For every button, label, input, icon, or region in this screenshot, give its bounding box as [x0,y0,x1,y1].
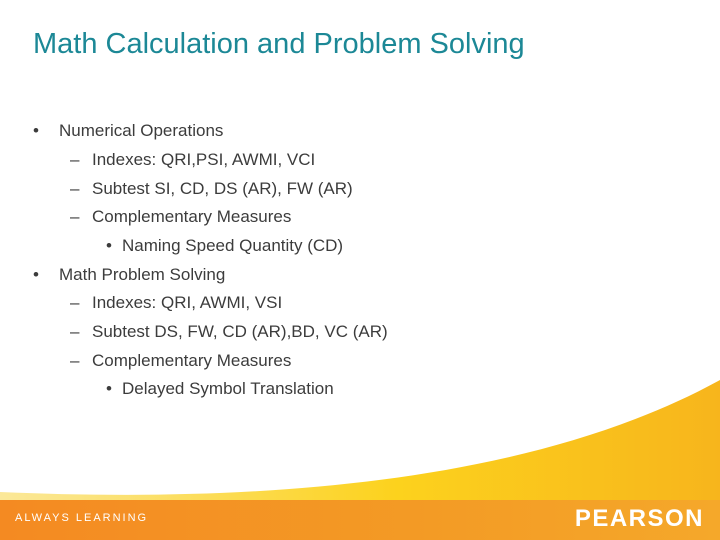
dash-marker: – [70,293,80,312]
decorative-swoosh [0,380,720,502]
pearson-logo: PEARSON [574,505,704,532]
bullet-text: Complementary Measures [92,207,292,226]
dash-marker: – [70,351,80,370]
slide-title: Math Calculation and Problem Solving [33,28,525,60]
dash-marker: – [70,207,80,226]
footer-tagline: ALWAYS LEARNING [15,512,149,524]
sub-bullet-subtest [70,177,353,201]
bullet-text: Subtest SI, CD, DS (AR), FW (AR) [92,179,353,198]
dash-marker: – [70,322,80,341]
sub-bullet-complementary [70,349,291,373]
bullet-text: Indexes: QRI,PSI, AWMI, VCI [92,150,316,169]
bullet-marker: • [106,379,112,398]
bullet-text: Delayed Symbol Translation [122,379,334,398]
sub-bullet-complementary [70,205,291,229]
bullet-text: Indexes: QRI, AWMI, VSI [92,293,283,312]
bullet-marker: • [106,236,112,255]
dash-marker: – [70,150,80,169]
bullet-text: Complementary Measures [92,351,292,370]
bullet-marker: • [33,121,39,140]
footer-bar [0,500,720,540]
bullet-text: Numerical Operations [59,121,224,140]
bullet-text: Math Problem Solving [59,265,226,284]
bullet-marker: • [33,265,39,284]
bullet-text: Subtest DS, FW, CD (AR),BD, VC (AR) [92,322,388,341]
dash-marker: – [70,179,80,198]
sub-bullet-subtest [70,320,388,344]
sub-bullet-indexes [70,291,282,315]
bullet-math-problem-solving [33,263,225,287]
sub-bullet-indexes [70,148,315,172]
bullet-numerical-operations [33,119,223,143]
bullet-text: Naming Speed Quantity (CD) [122,236,344,255]
sub-sub-bullet-naming-speed [106,234,343,258]
